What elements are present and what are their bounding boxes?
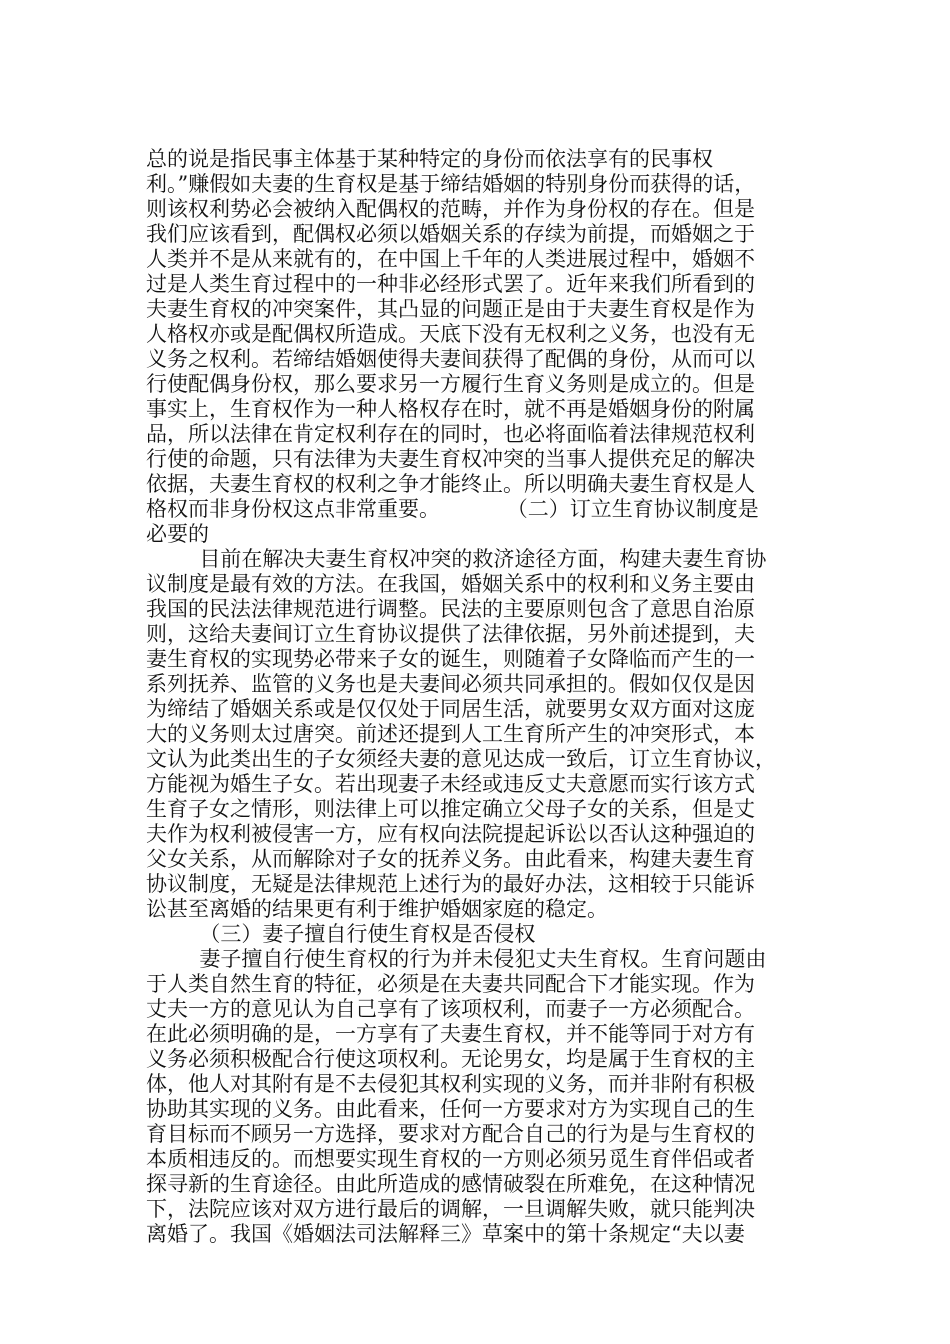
text-line: 妻生育权的实现势必带来子女的诞生，则随着子女降临而产生的一 — [146, 647, 755, 671]
text-line: 义务之权利。若缔结婚姻使得夫妻间获得了配偶的身份，从而可以 — [146, 347, 755, 371]
text-line: 则该权利势必会被纳入配偶权的范畴，并作为身份权的存在。但是 — [146, 197, 755, 221]
text-line: 在此必须明确的是，一方享有了夫妻生育权，并不能等同于对方有 — [146, 1022, 755, 1046]
text-line: 育目标而不顾另一方选择，要求对方配合自己的行为是与生育权的 — [146, 1122, 755, 1146]
text-line: 行使配偶身份权，那么要求另一方履行生育义务则是成立的。但是 — [146, 372, 755, 396]
text-line: 必要的 — [146, 522, 209, 546]
text-line: 丈夫一方的意见认为自己享有了该项权利，而妻子一方必须配合。 — [146, 997, 755, 1021]
text-line: 我国的民法法律规范进行调整。民法的主要原则包含了意思自治原 — [146, 597, 755, 621]
text-line: 议制度是最有效的方法。在我国，婚姻关系中的权利和义务主要由 — [146, 572, 755, 596]
text-line: 方能视为婚生子女。若出现妻子未经或违反丈夫意愿而实行该方式 — [146, 772, 755, 796]
text-line: 体，他人对其附有是不去侵犯其权利实现的义务，而并非附有积极 — [146, 1072, 755, 1096]
text-line: 系列抚养、监管的义务也是夫妻间必须共同承担的。假如仅仅是因 — [146, 672, 755, 696]
text-line: 人类并不是从来就有的，在中国上千年的人类进展过程中，婚姻不 — [146, 247, 755, 271]
text-line: 妻子擅自行使生育权的行为并未侵犯丈夫生育权。生育问题由 — [146, 947, 767, 971]
text-line: （三）妻子擅自行使生育权是否侵权 — [146, 922, 536, 946]
text-line: 人格权亦或是配偶权所造成。天底下没有无权利之义务，也没有无 — [146, 322, 755, 346]
text-line: 离婚了。我国《婚姻法司法解释三》草案中的第十条规定“夫以妻 — [146, 1222, 745, 1246]
text-line: 父女关系，从而解除对子女的抚养义务。由此看来，构建夫妻生育 — [146, 847, 755, 871]
text-line: 过是人类生育过程中的一种非必经形式罢了。近年来我们所看到的 — [146, 272, 755, 296]
text-line: 我们应该看到，配偶权必须以婚姻关系的存续为前提，而婚姻之于 — [146, 222, 755, 246]
text-line: 品，所以法律在肯定权利存在的同时，也必将面临着法律规范权利 — [146, 422, 755, 446]
text-line: 依据，夫妻生育权的权利之争才能终止。所以明确夫妻生育权是人 — [146, 472, 755, 496]
text-line: 为缔结了婚姻关系或是仅仅处于同居生活，就要男女双方面对这庞 — [146, 697, 755, 721]
text-line: 利。”赚假如夫妻的生育权是基于缔结婚姻的特别身份而获得的话， — [146, 172, 756, 196]
text-line: 于人类自然生育的特征，必须是在夫妻共同配合下才能实现。作为 — [146, 972, 755, 996]
text-line: 讼甚至离婚的结果更有利于维护婚姻家庭的稳定。 — [146, 897, 608, 921]
text-line: 文认为此类出生的子女须经夫妻的意见达成一致后，订立生育协议， — [146, 747, 776, 771]
text-line: 协助其实现的义务。由此看来，任何一方要求对方为实现自己的生 — [146, 1097, 755, 1121]
text-line: 生育子女之情形，则法律上可以推定确立父母子女的关系，但是丈 — [146, 797, 755, 821]
text-line: 大的义务则太过唐突。前述还提到人工生育所产生的冲突形式，本 — [146, 722, 755, 746]
text-line: 协议制度，无疑是法律规范上述行为的最好办法，这相较于只能诉 — [146, 872, 755, 896]
text-line: 总的说是指民事主体基于某种特定的身份而依法享有的民事权 — [146, 147, 713, 171]
text-line: 义务必须积极配合行使这项权利。无论男女，均是属于生育权的主 — [146, 1047, 755, 1071]
text-line: 行使的命题，只有法律为夫妻生育权冲突的当事人提供充足的解决 — [146, 447, 755, 471]
text-line: 事实上，生育权作为一种人格权存在时，就不再是婚姻身份的附属 — [146, 397, 755, 421]
text-line: 下，法院应该对双方进行最后的调解，一旦调解失败，就只能判决 — [146, 1197, 755, 1221]
text-line: 目前在解决夫妻生育权冲突的救济途径方面，构建夫妻生育协 — [146, 547, 767, 571]
text-line: 则，这给夫妻间订立生育协议提供了法律依据，另外前述提到，夫 — [146, 622, 755, 646]
body-text — [146, 147, 806, 1247]
text-line: 夫妻生育权的冲突案件，其凸显的问题正是由于夫妻生育权是作为 — [146, 297, 755, 321]
text-line: 格权而非身份权这点非常重要。 （二）订立生育协议制度是 — [146, 497, 759, 521]
text-line: 本质相违反的。而想要实现生育权的一方则必须另觅生育伴侣或者 — [146, 1147, 755, 1171]
text-line: 探寻新的生育途径。由此所造成的感情破裂在所难免，在这种情况 — [146, 1172, 755, 1196]
text-line: 夫作为权利被侵害一方，应有权向法院提起诉讼以否认这种强迫的 — [146, 822, 755, 846]
